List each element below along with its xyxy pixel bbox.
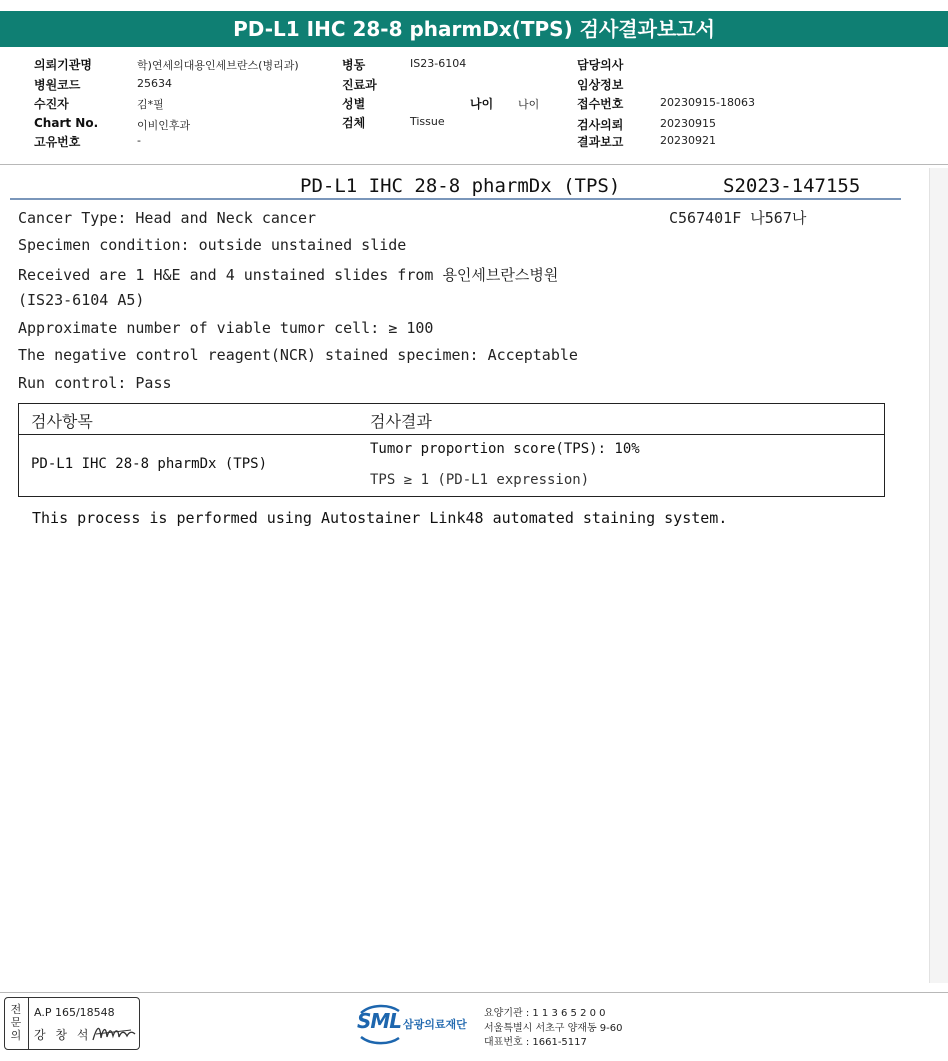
run-control-line: Run control: Pass [18, 374, 172, 392]
ward-label: 병동 [342, 58, 366, 72]
doctor-label: 담당의사 [577, 58, 624, 72]
hospital-code-value: 25634 [137, 77, 172, 90]
stamp-pathologist-name: 강 창 석 [34, 1028, 92, 1042]
table-header-item: 검사항목 [31, 412, 93, 431]
process-note: This process is performed using Autostainer Link48 automated staining system. [32, 509, 728, 527]
table-header-divider [19, 434, 884, 435]
title-bar [0, 11, 948, 47]
report-date-value: 20230921 [660, 134, 716, 147]
client-name-value: 학)연세의대용인세브란스(병리과) [137, 59, 299, 72]
report-test-title: PD-L1 IHC 28-8 pharmDx (TPS) [300, 175, 621, 197]
table-tps-interpretation: TPS ≥ 1 (PD-L1 expression) [370, 472, 590, 488]
tumor-cell-count-line: Approximate number of viable tumor cell: ≥ 100 [18, 319, 434, 337]
header-divider [0, 164, 948, 165]
ward-value: IS23-6104 [410, 57, 467, 70]
company-phone: 대표번호 : 1661-5117 [484, 1037, 587, 1048]
table-tps-score: Tumor proportion score(TPS): 10% [370, 441, 640, 457]
receipt-no-value: 20230915-18063 [660, 96, 755, 109]
unique-no-value: - [137, 134, 141, 147]
received-slides-id-line: (IS23-6104 A5) [18, 291, 145, 309]
request-date-label: 검사의뢰 [577, 118, 624, 132]
report-specimen-code: S2023-147155 [723, 175, 861, 197]
result-table [18, 403, 885, 497]
sml-logo [357, 1003, 477, 1045]
pathologist-stamp [4, 997, 140, 1050]
specimen-value: Tissue [410, 115, 445, 128]
vertical-scrollbar[interactable] [929, 168, 948, 983]
specimen-label: 검체 [342, 116, 366, 130]
specimen-condition-line: Specimen condition: outside unstained slide [18, 236, 407, 254]
logo-company-name: 삼광의료재단 [403, 1018, 467, 1031]
logo-sml-text: SML [357, 1009, 402, 1033]
patient-value: 김*필 [137, 98, 164, 111]
signature-icon [91, 1022, 137, 1044]
request-date-value: 20230915 [660, 117, 716, 130]
report-title-rule [10, 198, 901, 200]
facility-code: 요양기관 : 1 1 3 6 5 2 0 0 [484, 1008, 606, 1019]
received-slides-line: Received are 1 H&E and 4 unstained slides from 용인세브란스병원 [18, 266, 559, 284]
report-sub-code: C567401F 나567나 [669, 209, 807, 227]
receipt-no-label: 접수번호 [577, 97, 624, 111]
negative-control-line: The negative control reagent(NCR) stained specimen: Acceptable [18, 346, 578, 364]
cancer-type-line: Cancer Type: Head and Neck cancer [18, 209, 317, 227]
patient-label: 수진자 [34, 97, 69, 111]
sex-label: 성별 [342, 97, 366, 111]
client-name-label: 의뢰기관명 [34, 58, 92, 72]
age-label: 나이 [470, 97, 494, 111]
clinical-info-label: 임상정보 [577, 78, 624, 92]
chart-no-label: Chart No. [34, 116, 99, 130]
department-label: 진료과 [342, 78, 377, 92]
order-info-section [0, 52, 948, 164]
page-title: PD-L1 IHC 28-8 pharmDx(TPS) 검사결과보고서 [233, 17, 715, 41]
report-date-label: 결과보고 [577, 135, 624, 149]
company-address: 서울특별시 서초구 양재동 9-60 [484, 1023, 623, 1034]
unique-no-label: 고유번호 [34, 135, 81, 149]
table-header-result: 검사결과 [370, 412, 432, 431]
table-test-item: PD-L1 IHC 28-8 pharmDx (TPS) [31, 456, 268, 472]
stamp-specialist-label: 전문의 [10, 1003, 22, 1042]
stamp-license-no: A.P 165/18548 [34, 1006, 115, 1019]
hospital-code-label: 병원코드 [34, 78, 81, 92]
stamp-divider [28, 998, 29, 1049]
chart-no-value: 이비인후과 [137, 119, 191, 132]
footer-divider [0, 992, 948, 993]
age-value: 나이 [518, 98, 540, 111]
